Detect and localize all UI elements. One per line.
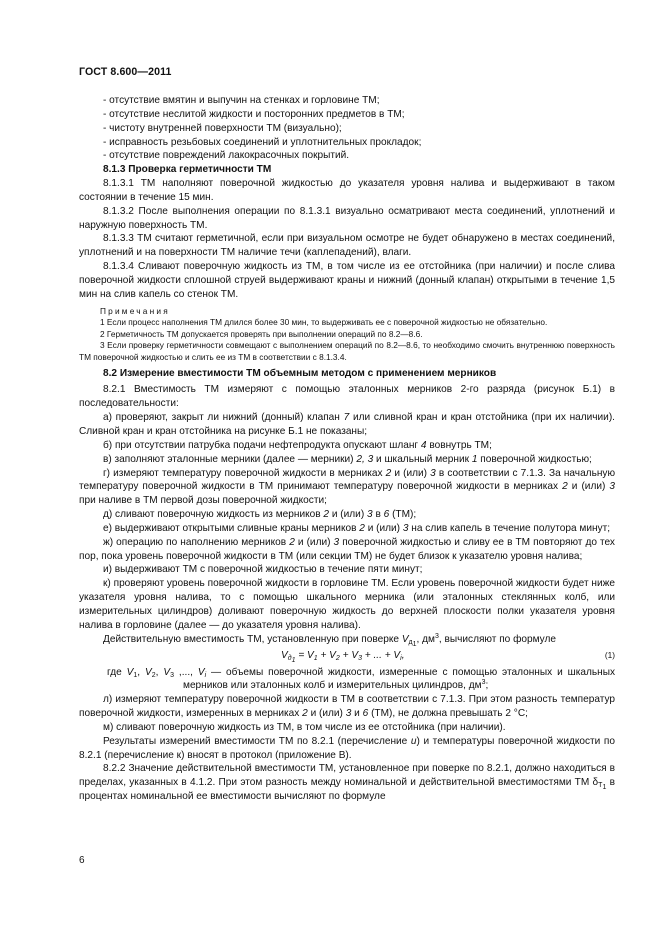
step-e: е) выдерживают открытыми сливные краны мерников 2 и (или) 3 на слив капель в течение полутора минут; [103, 522, 611, 534]
list-item: - отсутствие неслитой жидкости и посторонних предметов в ТМ; [103, 108, 405, 120]
paragraph-8-1-3-2: 8.1.3.2 После выполнения операции по 8.1.3.1 визуально осматривают места соединений, уплотнений и наружную поверхность ТМ. [79, 205, 615, 231]
section-heading-8-1-3: 8.1.3 Проверка герметичности ТМ [103, 164, 272, 176]
step-v: в) заполняют эталонные мерники (далее — мерники) 2, 3 и шкальный мерник 1 поверочной жидкостью; [103, 453, 592, 465]
inspection-list [79, 94, 615, 163]
formula-1 [79, 649, 615, 664]
document-body [79, 94, 615, 804]
note-1: 1 Если процесс наполнения ТМ длился более 30 мин, то выдерживать ее с поверочной жидкостью не обязательно. [100, 317, 548, 328]
step-m: м) сливают поверочную жидкость из ТМ, в том числе из ее отстойника (при наличии). [103, 721, 506, 733]
note-3: 3 Если проверку герметичности совмещают с выполнением операций по 8.2—8.6, то необходимо смочить внутреннюю поверхность ТМ поверочной жидкостью и слить ее из ТМ в соответствии с 8.1.3.4. [79, 340, 615, 363]
formula-1-number: (1) [604, 649, 615, 660]
step-b: б) при отсутствии патрубка подачи нефтепродукта опускают шланг 4 вовнутрь ТМ; [103, 439, 492, 451]
paragraph-8-2-2: 8.2.2 Значение действительной вместимости ТМ, установленное при поверке по 8.2.1, должно находиться в пределах, указанных в 4.1.2. При этом разность между номинальной и действительной вместимостями ТМ $\delta_{Т_1}$ в процентах номинальной ее вместимости вычисляют по формуле [79, 763, 615, 803]
step-l: л) измеряют температуру поверочной жидкости в ТМ в соответствии с 7.1.3. При этом разность температур поверочной жидкости, измеренных в мерниках 2 и (или) 3 и 6 (ТМ), не должна превышать 2 °С; [79, 694, 615, 720]
list-item: - отсутствие вмятин и выпучин на стенках и горловине ТМ; [103, 95, 380, 106]
formula-1-legend: где $V_1$, $V_2$, $V_3$ ,..., $V_i$ — объемы поверочной жидкости, измеренные с помощью эталонных и шкальных мерников или эталонных колб и измерительных цилиндров, $дм^3$; [107, 666, 615, 692]
list-item: - чистоту внутренней поверхности ТМ (визуально); [103, 122, 342, 134]
paragraph-8-1-3-3: 8.1.3.3 ТМ считают герметичной, если при визуальном осмотре не будет обнаружено в местах соединений, уплотнений и на поверхности ТМ наличие течи (каплепадений), влаги. [79, 233, 615, 259]
section-heading-8-2: 8.2 Измерение вместимости ТМ объемным методом с применением мерников [103, 367, 497, 379]
page-number: 6 [79, 855, 85, 866]
paragraph-8-1-3-1: 8.1.3.1 ТМ наполняют поверочной жидкостью до указателя уровня налива и выдерживают в таком состоянии в течение 15 мин. [79, 178, 615, 203]
notes-block [79, 306, 615, 364]
list-item: - отсутствие повреждений лакокрасочных покрытий. [103, 150, 350, 162]
step-a: а) проверяют, закрыт ли нижний (донный) клапан 7 или сливной кран и кран отстойника (при их наличии). Сливной кран и кран отстойника на рисунке Б.1 не показаны; [79, 412, 615, 437]
step-d: д) сливают поверочную жидкость из мерников 2 и (или) 3 в 6 (ТМ); [103, 509, 417, 521]
paragraph-8-2-1: 8.2.1 Вместимость ТМ измеряют с помощью эталонных мерников 2-го разряда (рисунок Б.1) в последовательности: [79, 384, 615, 410]
results-paragraph: Результаты измерений вместимости ТМ по 8.2.1 (перечисление и) и температуры поверочной жидкости по 8.2.1 (перечисление к) вносят в протокол (приложение В). [79, 735, 615, 761]
paragraph-8-1-3-4: 8.1.3.4 Сливают поверочную жидкость из ТМ, в том числе из ее отстойника (при наличии) и после слива поверочной жидкости сплошной струей выдерживают краны и нижний (донный клапан) открытыми в течение 1,5 мин на слив капель со стенок ТМ. [79, 261, 615, 300]
step-k: к) проверяют уровень поверочной жидкости в горловине ТМ. Если уровень поверочной жидкости будет ниже указателя уровня налива, то с помощью шкального мерника (или эталонных стеклянных колб, или измерительных цилиндров) доливают поверочную жидкость до верхней плоскости полки указателя уровня налива в горловине (далее — до указателя уровня налива). [79, 578, 615, 631]
actual-capacity-paragraph: Действительную вместимость ТМ, установленную при поверке $V_{д_1}$, $дм^3$, вычисляют по формуле [103, 632, 557, 648]
step-g: г) измеряют температуру поверочной жидкости в мерниках 2 и (или) 3 в соответствии с 7.1.3. За начальную температуру поверочной жидкости в ТМ принимают температуру поверочной жидкости в мерниках 2 и (или) 3 при наливе в ТМ первой дозы поверочной жидкости; [79, 467, 616, 507]
note-2: 2 Герметичность ТМ допускается проверять при выполнении операций по 8.2—8.6. [100, 328, 423, 339]
step-zh: ж) операцию по наполнению мерников 2 и (или) 3 поверочной жидкостью и сливу ее в ТМ повторяют до тех пор, пока уровень поверочной жидкости в ТМ (или секции ТМ) не будет близок к указателю уровня налива; [79, 536, 615, 562]
step-i: и) выдерживают ТМ с поверочной жидкостью в течение пяти минут; [103, 564, 423, 576]
notes-title: Примечания [100, 305, 170, 316]
formula-1-expression: $V_{д_1} = V_1 + V_2 + V_3$ + ... + $V_i$, [281, 649, 405, 664]
document-header: ГОСТ 8.600—2011 [79, 66, 172, 78]
list-item: - исправность резьбовых соединений и уплотнительных прокладок; [103, 136, 422, 148]
